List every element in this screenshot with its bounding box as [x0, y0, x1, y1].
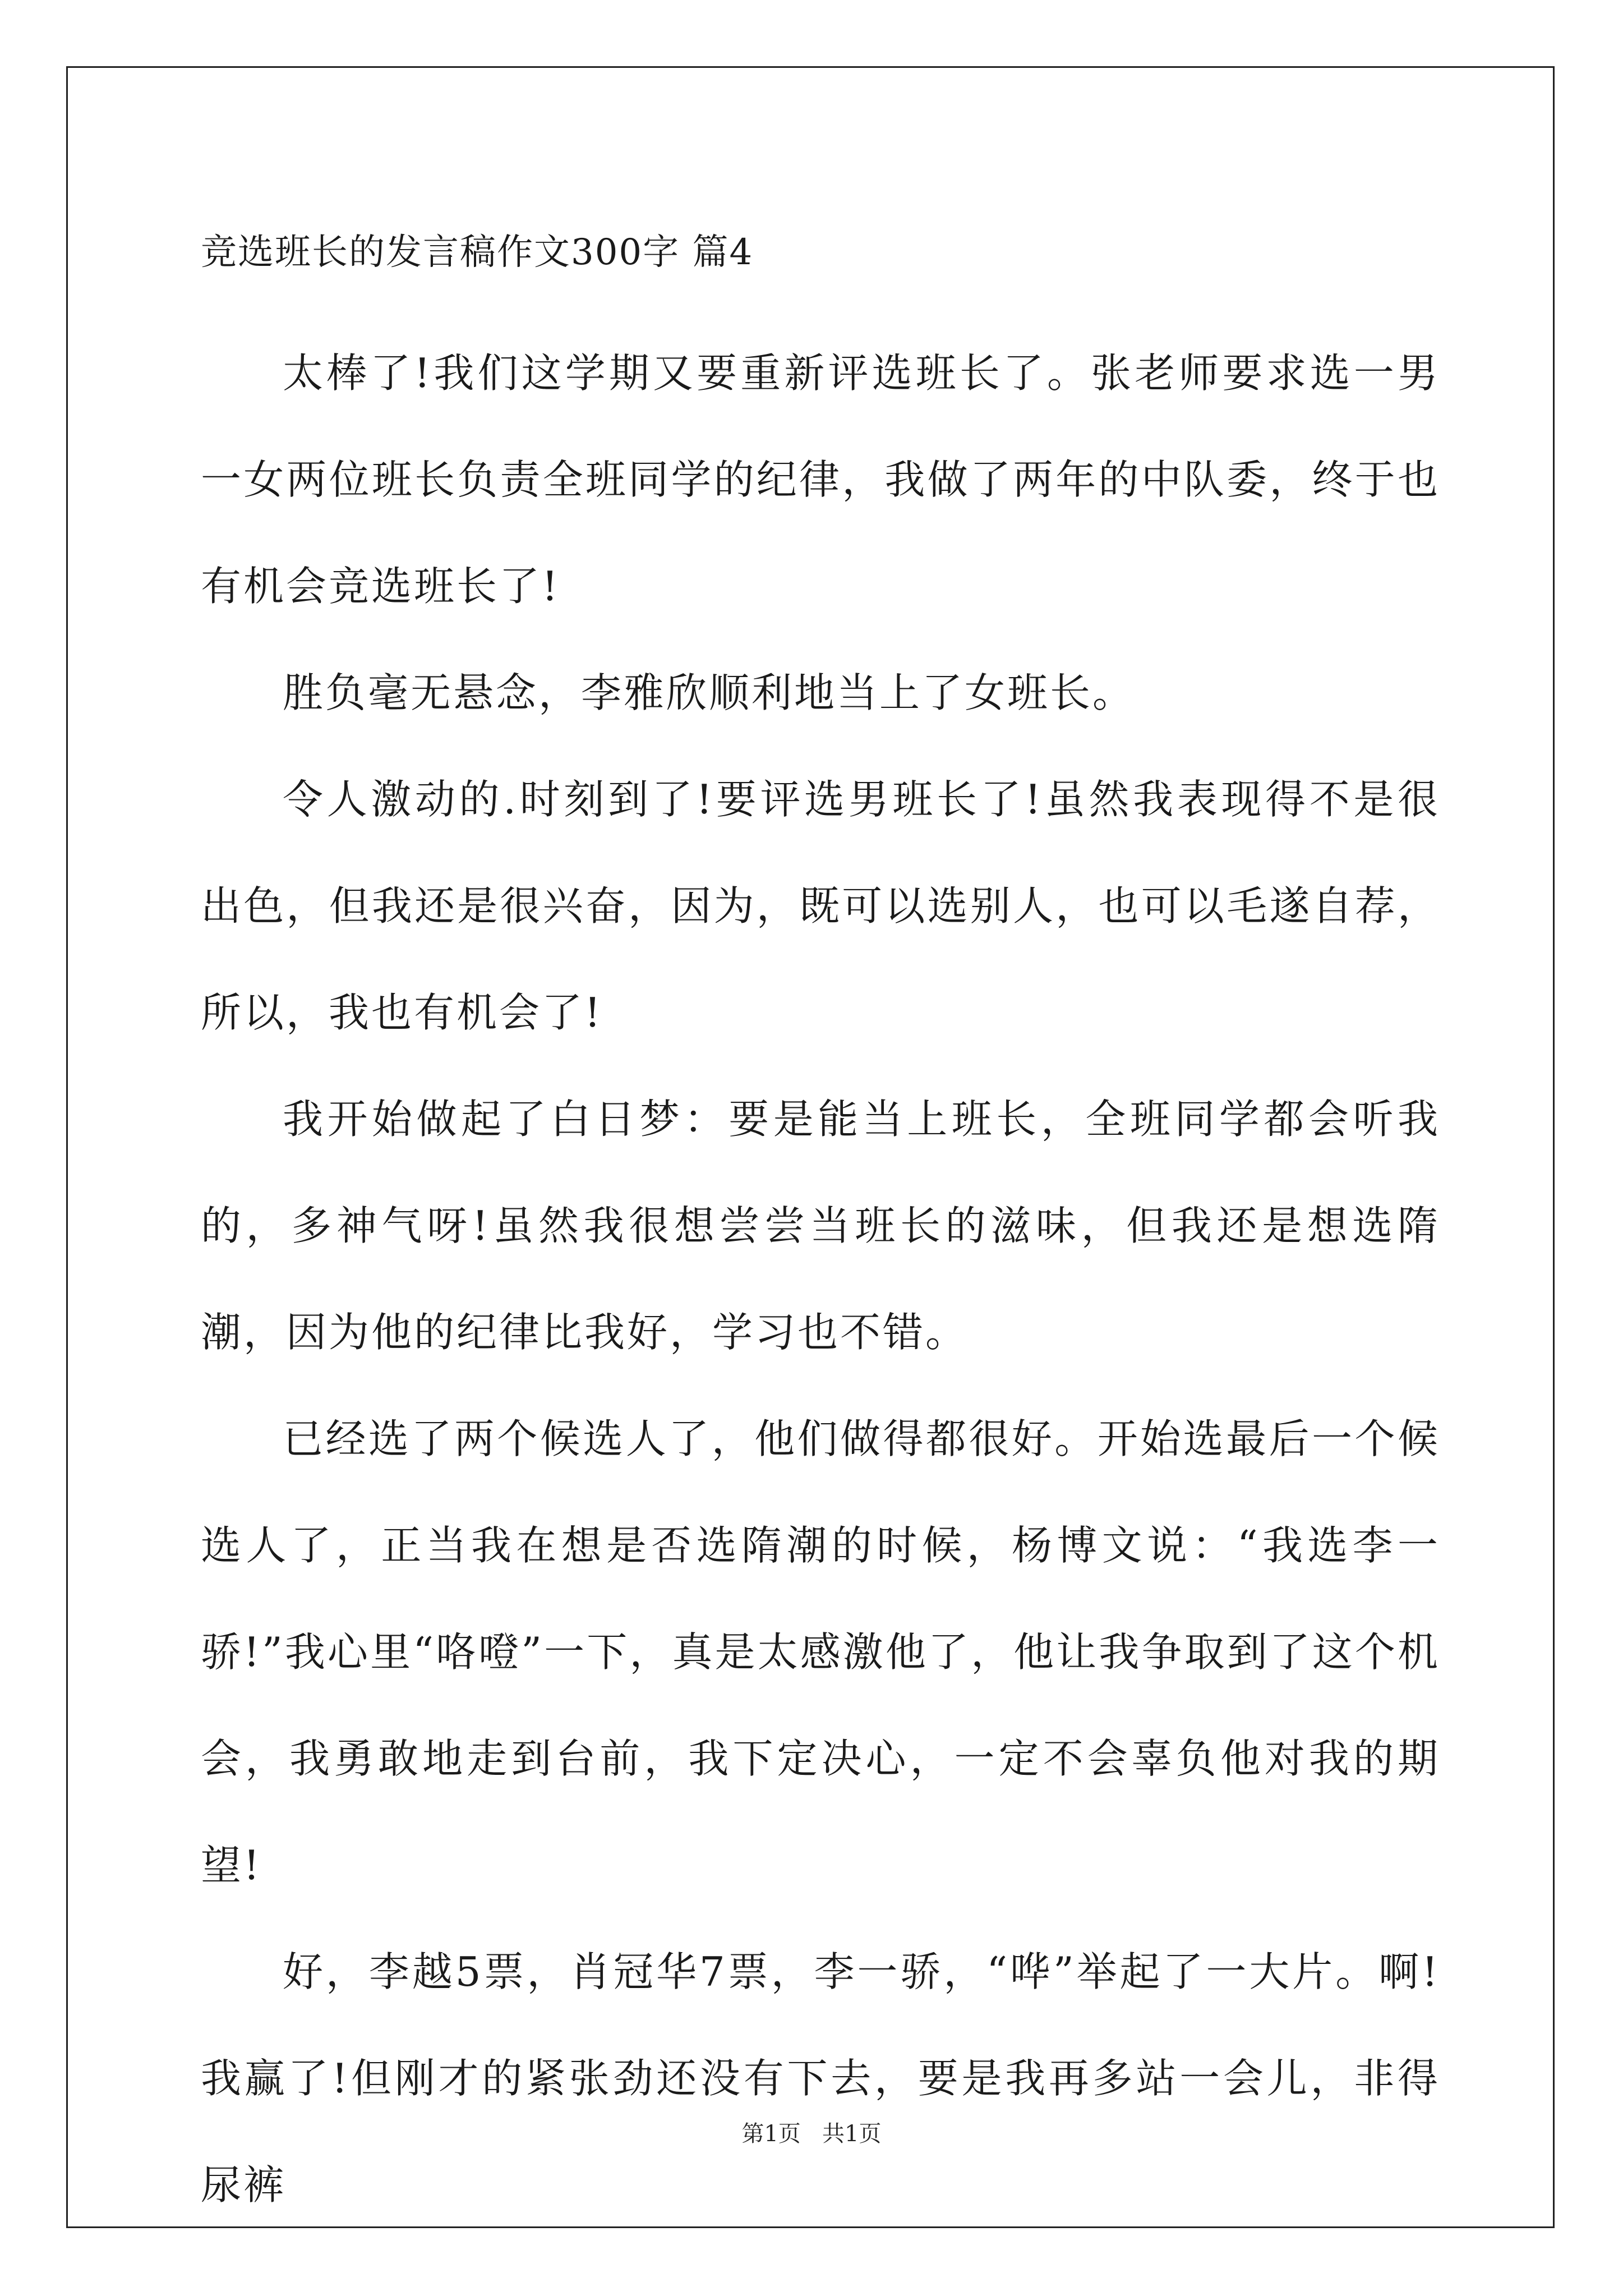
page-number-footer: 第1页 共1页	[741, 2121, 882, 2147]
paragraph: 好，李越5票，肖冠华7票，李一骄，“哗”举起了一大片。啊!我赢了!但刚才的紧张劲还没有下去，要是我再多站一会儿，非得尿裤	[201, 1948, 1440, 2208]
document-title: 竞选班长的发言稿作文300字 篇4	[201, 232, 754, 273]
paragraph: 我开始做起了白日梦：要是能当上班长，全班同学都会听我的，多神气呀!虽然我很想尝尝当班长的滋味，但我还是想选隋潮，因为他的纪律比我好，学习也不错。	[201, 1096, 1440, 1356]
paragraph: 令人激动的.时刻到了!要评选男班长了!虽然我表现得不是很出色，但我还是很兴奋，因为，既可以选别人，也可以毛遂自荐，所以，我也有机会了!	[201, 776, 1440, 1036]
document-body	[201, 213, 1440, 2238]
paragraph: 已经选了两个候选人了，他们做得都很好。开始选最后一个候选人了，正当我在想是否选隋潮的时候，杨博文说：“我选李一骄!”我心里“咯噔”一下，真是太感激他了，他让我争取到了这个机会，我勇敢地走到台前，我下定决心，一定不会辜负他对我的期望!	[201, 1415, 1440, 1889]
paragraph: 胜负毫无悬念，李雅欣顺利地当上了女班长。	[283, 669, 1136, 716]
paragraph: 太棒了!我们这学期又要重新评选班长了。张老师要求选一男一女两位班长负责全班同学的纪律，我做了两年的中队委，终于也有机会竞选班长了!	[201, 349, 1440, 610]
